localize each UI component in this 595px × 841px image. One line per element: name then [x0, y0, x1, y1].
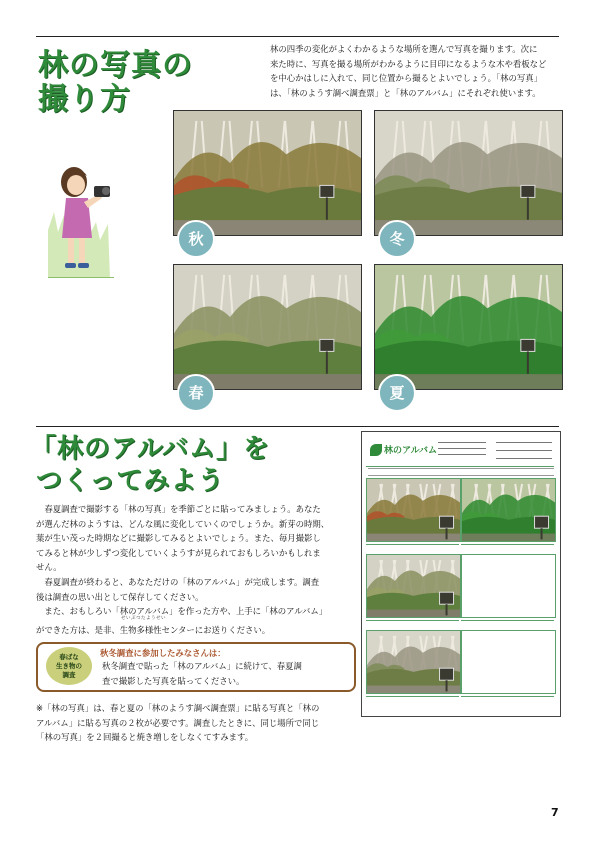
- section2-title-line1: 「林のアルバム」を: [30, 434, 271, 464]
- middle-rule: [36, 426, 559, 427]
- leaf-icon: [370, 444, 382, 456]
- album-header-field: [438, 448, 486, 449]
- season-badge: 春: [177, 374, 215, 412]
- section1-intro: [270, 42, 562, 100]
- season-photo: [173, 264, 362, 390]
- section2-title-line2: つくってみよう: [36, 466, 225, 496]
- footnote-line: アルバム」に貼る写真の２枚が必要です。調査したときに、同じ場所で同じ: [36, 717, 320, 728]
- paragraph-line: また、おもしろい「林のアルバム」を作った方や、上手に「林のアルバム」: [36, 606, 328, 617]
- note-line: 査で撮影した写真を貼ってください。: [102, 675, 245, 686]
- paragraph-line: 葉が生い茂った時期などに撮影してみるとよいでしょう。また、毎月撮影し: [36, 533, 321, 544]
- top-rule: [36, 36, 559, 37]
- page-number: 7: [551, 806, 559, 819]
- note-badge-line: 生き物の: [56, 662, 82, 670]
- paragraph-line: 春夏調査で撮影する「林の写真」を季節ごとに貼ってみましょう。あなた: [36, 504, 321, 514]
- album-slot-caption-line: [366, 544, 459, 552]
- album-slot-caption-line: [366, 620, 459, 628]
- note-text: [102, 659, 348, 688]
- paragraph-line: せん。: [36, 562, 62, 573]
- album-sample-sheet: [361, 431, 561, 717]
- paragraph-line: ができた方は、是非、生物多様性センターにお送りください。: [36, 624, 271, 635]
- album-photo-slot: [461, 554, 556, 618]
- album-header-border: [366, 466, 554, 467]
- note-title: 秋冬調査に参加したみなさんは：: [100, 648, 226, 658]
- season-badge: 秋: [177, 220, 215, 258]
- album-header-field: [438, 454, 486, 455]
- album-header: [366, 436, 554, 466]
- season-badge: 夏: [378, 374, 416, 412]
- note-badge: [46, 647, 92, 685]
- album-slot-caption-line: [366, 696, 459, 704]
- paragraph-line: てみると林が少しずつ変化していくようすが見られておもしろいかもしれま: [36, 547, 321, 558]
- girl-with-camera-illustration: [44, 160, 124, 278]
- season-photo: [173, 110, 362, 236]
- paragraph-line: 後は調査の思い出として保存してください。: [36, 591, 204, 602]
- note-badge-line: 調査: [62, 671, 76, 679]
- season-badge: 冬: [378, 220, 416, 258]
- intro-line: を中心かはしに入れて、同じ位置から撮るとよいでしょう。「林の写真」: [270, 73, 543, 83]
- intro-line: 来た時に、写真を撮る場所がわかるように目印になるような木や看板など: [270, 58, 547, 69]
- album-photo-slot: [461, 478, 556, 542]
- footnote-line: 「林の写真」を２回撮ると焼き増しをしなくてすみます。: [36, 732, 254, 743]
- album-photo-slot: [461, 630, 556, 694]
- footnote: [36, 701, 356, 745]
- album-header-field: [496, 458, 552, 459]
- note-line: 秋冬調査で貼った「林のアルバム」に続けて、春夏調: [102, 661, 302, 671]
- intro-line: 林の四季の変化がよくわかるような場所を選んで写真を撮ります。次に: [270, 44, 538, 54]
- album-photo-slot: [366, 478, 461, 542]
- footnote-line: ※「林の写真」は、春と夏の「林のようす調べ調査票」に貼る写真と「林の: [36, 703, 320, 713]
- album-slot-caption-line: [461, 696, 554, 704]
- album-info-row: [368, 468, 554, 476]
- season-photo: [374, 110, 563, 236]
- album-header-field: [438, 442, 486, 443]
- intro-line: は、「林のようす調べ調査票」と「林のアルバム」にそれぞれ使います。: [270, 87, 541, 98]
- ruby-annotation: せいぶつたようせい: [121, 616, 166, 621]
- album-photo-slot: [366, 630, 461, 694]
- note-box: [36, 642, 356, 692]
- section1-title-line1: 林の写真の: [38, 48, 193, 83]
- album-header-field: [496, 450, 552, 451]
- section1-title-line2: 撮り方: [38, 82, 131, 117]
- album-photo-slot: [366, 554, 461, 618]
- album-header-field: [496, 442, 552, 443]
- section2-paragraph: [36, 502, 354, 637]
- note-badge-line: 春ばな: [59, 653, 79, 661]
- paragraph-line: が選んだ林のようすは、どんな風に変化していくのでしょうか。新芽の時期、: [36, 518, 330, 529]
- paragraph-line: 春夏調査が終わると、あなただけの「林のアルバム」が完成します。調査: [36, 576, 320, 587]
- album-slot-caption-line: [461, 544, 554, 552]
- season-photo: [374, 264, 563, 390]
- album-slot-caption-line: [461, 620, 554, 628]
- album-header-title: 林のアルバム: [384, 446, 438, 456]
